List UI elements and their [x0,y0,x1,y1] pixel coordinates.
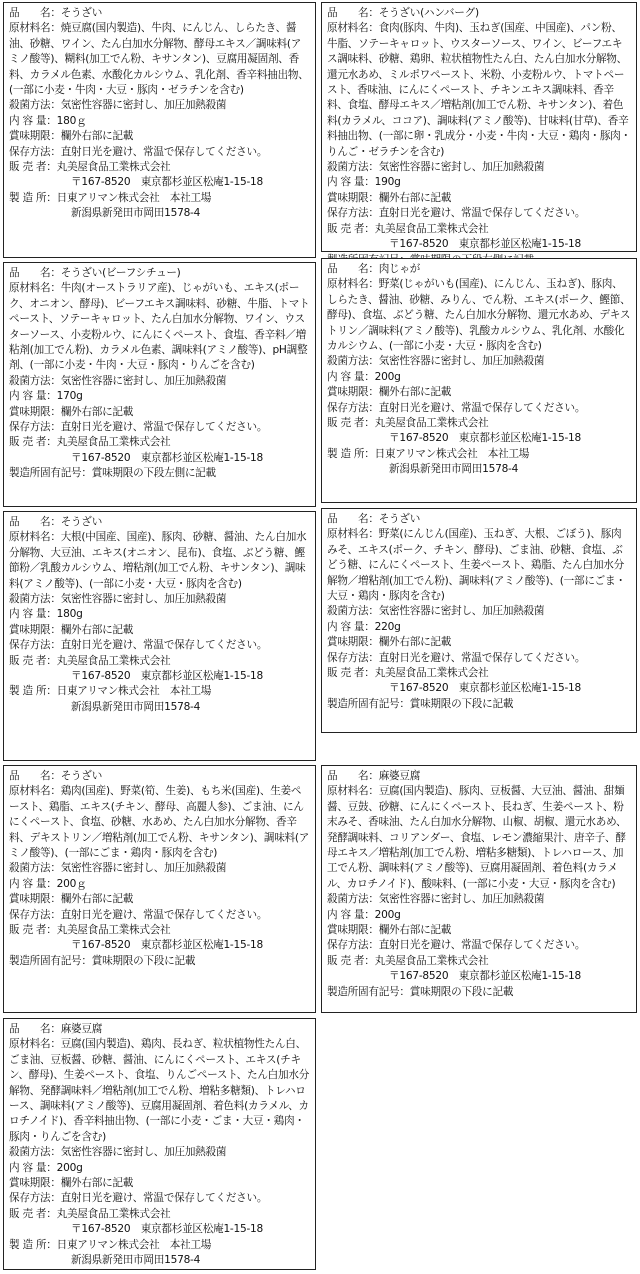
label-line: 内 容 量：200g [327,370,401,383]
label-line: 販 売 者：丸美屋食品工業株式会社 [9,924,171,937]
label-line: 保存方法：直射日光を避け、常温で保存してください。 [9,1192,268,1205]
label-line: 保存方法：直射日光を避け、常温で保存してください。 [9,145,268,158]
label-line: 保存方法：直射日光を避け、常温で保存してください。 [327,207,586,220]
label-line: 販 売 者：丸美屋食品工業株式会社 [327,667,489,680]
label-line: 殺菌方法：気密性容器に密封し、加圧加熱殺菌 [9,862,227,875]
label-line: 〒167-8520 東京都杉並区松庵1-15-18 [389,970,582,983]
label-line: 殺菌方法：気密性容器に密封し、加圧加熱殺菌 [327,355,545,368]
label-line: 製造所固有記号：賞味期限の下段に記載 [327,985,514,998]
label-box-2 [321,2,637,252]
label-line: 原材料名：牛肉(オーストラリア産)、じゃがいも、エキス(ポーク、オニオン、酵母)、ビーフエキス調味料、砂糖、牛脂、トマトペースト、ソテーキャロット、たん白加水分解物、ワイン、ウスターソース、小麦粉ルウ、にんにくペースト、食塩、香辛料／増粘剤(加工でん粉)、カラメル色素、調味料(アミノ酸等)、pH調整剤、(一部に小麦・牛肉・大豆・豚肉・りんごを含む) [9,282,310,372]
label-line: 販 売 者：丸美屋食品工業株式会社 [9,161,171,174]
label-line: 新潟県新発田市岡田1578-4 [71,207,201,220]
label-line: 〒167-8520 東京都杉並区松庵1-15-18 [389,682,582,695]
label-line: 賞味期限：欄外右部に記載 [327,636,452,649]
label-box-1 [3,2,316,258]
label-box-4 [321,258,637,503]
label-line: 製造所固有記号：賞味期限の下段に記載 [9,954,196,967]
label-line: 内 容 量：170g [9,390,83,403]
label-line: 新潟県新発田市岡田1578-4 [389,463,519,476]
label-line: 〒167-8520 東京都杉並区松庵1-15-18 [389,432,582,445]
label-line: 賞味期限：欄外右部に記載 [327,924,452,937]
label-line: 殺菌方法：気密性容器に密封し、加圧加熱殺菌 [9,593,227,606]
label-line: 品 名：そうざい [9,516,103,528]
label-line: 製 造 所：日東アリマン株式会社 本社工場 [327,447,530,460]
label-line: 内 容 量：180g [9,608,83,621]
label-line: 〒167-8520 東京都杉並区松庵1-15-18 [71,670,264,683]
label-line: 殺菌方法：気密性容器に密封し、加圧加熱殺菌 [9,99,227,112]
label-line: 品 名：そうざい [327,513,421,525]
label-line: 殺菌方法：気密性容器に密封し、加圧加熱殺菌 [9,1146,227,1159]
label-line: 賞味期限：欄外右部に記載 [9,130,134,143]
label-line: 原材料名：鶏肉(国産)、野菜(筍、生姜)、もち米(国産)、生姜ペースト、鶏脂、エキス(チキン、酵母、高麗人参)、ごま油、にんにくペースト、食塩、砂糖、水あめ、たん白加水分解物、香辛料、デキストリン／増粘剤(加工でん粉、キサンタン)、調味料(アミノ酸等)、(一部にごま・鶏肉・豚肉を含む) [9,785,310,860]
label-line: 品 名：そうざい [9,770,103,782]
label-line: 殺菌方法：気密性容器に密封し、加圧加熱殺菌 [9,374,227,387]
label-line: 原材料名：野菜(にんじん(国産)、玉ねぎ、大根、ごぼう)、豚肉みそ、エキス(ポーク、チキン、酵母)、ごま油、砂糖、食塩、ぶどう糖、にんにくペースト、生姜ペースト、鶏脂、たん白加水分解物／増粘剤(加工でん粉)、調味料(アミノ酸等)、(一部にごま・大豆・鶏肉・豚肉を含む) [327,528,626,603]
label-line: 賞味期限：欄外右部に記載 [9,405,134,418]
label-box-6 [321,508,637,733]
label-line: 〒167-8520 東京都杉並区松庵1-15-18 [71,176,264,189]
label-box-7 [3,765,316,1013]
label-line: 賞味期限：欄外右部に記載 [327,191,452,204]
label-box-9 [3,1018,316,1270]
label-line: 原材料名：大根(中国産、国産)、豚肉、砂糖、醤油、たん白加水分解物、大豆油、エキス(オニオン、昆布)、食塩、ぶどう糖、鰹節粉／乳酸カルシウム、増粘剤(加工でん粉、キサンタン)、調味料(アミノ酸等)、(一部に小麦・大豆・豚肉を含む) [9,531,307,590]
label-line: 内 容 量：190g [327,176,401,189]
label-line: 保存方法：直射日光を避け、常温で保存してください。 [9,639,268,652]
label-line: 品 名：そうざい(ビーフシチュー) [9,267,181,279]
label-line: 製 造 所：日東アリマン株式会社 本社工場 [9,1238,212,1251]
label-line: 保存方法：直射日光を避け、常温で保存してください。 [9,421,268,434]
label-line: 内 容 量：180ｇ [9,114,87,127]
label-line: 内 容 量：200g [327,908,401,921]
label-line: 賞味期限：欄外右部に記載 [9,893,134,906]
label-line: 販 売 者：丸美屋食品工業株式会社 [9,1207,171,1220]
label-line: 原材料名：豆腐(国内製造)、豚肉、豆板醤、大豆油、醤油、甜麺醤、豆鼓、砂糖、にんにくペースト、長ねぎ、生姜ペースト、粉末みそ、香味油、たん白加水分解物、山椒、胡椒、還元水あめ、発酵調味料、コリアンダー、食塩、レモン濃縮果汁、唐辛子、酵母エキス／増粘剤(加工でん粉、増粘多糖類)、トレハロース、加工でん粉、調味料(アミノ酸等)、豆腐用凝固剤、着色料(カラメル、カロチノイド)、酸味料、(一部に小麦・大豆・豚肉を含む) [327,785,627,890]
label-line: 製 造 所：日東アリマン株式会社 本社工場 [9,191,212,204]
label-line: 原材料名：野菜(じゃがいも(国産)、にんじん、玉ねぎ)、豚肉、しらたき、醤油、砂糖、みりん、でん粉、エキス(ポーク、鰹節、酵母)、食塩、ぶどう糖、たん白加水分解物、還元水あめ、デキストリン／調味料(アミノ酸等)、乳酸カルシウム、乳化剤、水酸化カルシウム、(一部に小麦・大豆・豚肉を含む) [327,278,631,353]
label-line: 原材料名：豆腐(国内製造)、鶏肉、長ねぎ、粒状植物性たん白、ごま油、豆板醤、砂糖、醤油、にんにくペースト、エキス(チキン、酵母)、生姜ペースト、食塩、りんごペースト、たん白加水分解物、発酵調味料／増粘剤(加工でん粉、増粘多糖類)、トレハロース、調味料(アミノ酸等)、豆腐用凝固剤、着色料(カラメル、カロチノイド)、香辛料抽出物、(一部に小麦・ごま・大豆・鶏肉・豚肉・りんごを含む) [9,1038,310,1143]
label-line: 販 売 者：丸美屋食品工業株式会社 [9,654,171,667]
label-line: 製 造 所：日東アリマン株式会社 本社工場 [9,685,212,698]
label-line: 原材料名：焼豆腐(国内製造)、牛肉、にんじん、しらたき、醤油、砂糖、ワイン、たん白加水分解物、酵母エキス／調味料(アミノ酸等)、糊料(加工でん粉、キサンタン)、豆腐用凝固剤、香料、カラメル色素、水酸化カルシウム、乳化剤、香辛料抽出物、(一部に小麦・牛肉・大豆・豚肉・ゼラチンを含む) [9,22,309,97]
label-line: 原材料名：食肉(豚肉、牛肉)、玉ねぎ(国産、中国産)、パン粉、牛脂、ソテーキャロット、ウスターソース、ワイン、ビーフエキス調味料、砂糖、鶏卵、粒状植物性たん白、たん白加水分解物、還元水あめ、ミルポワペースト、米粉、小麦粉ルウ、トマトペースト、香味油、にんにくペースト、チキンエキス調味料、香辛料、食塩、酵母エキス／増粘剤(加工でん粉、キサンタン)、着色料(カラメル、ココア)、調味料(アミノ酸等)、甘味料(甘草)、香辛料抽出物、(一部に卵・乳成分・小麦・牛肉・大豆・鶏肉・豚肉・りんご・ゼラチンを含む) [327,22,631,158]
label-line: 内 容 量：220g [327,620,401,633]
label-line: 品 名：そうざい(ハンバーグ) [327,7,479,19]
label-line: 殺菌方法：気密性容器に密封し、加圧加熱殺菌 [327,893,545,906]
label-line: 品 名：麻婆豆腐 [9,1023,103,1035]
label-line: 殺菌方法：気密性容器に密封し、加圧加熱殺菌 [327,161,545,174]
label-line: 製造所固有記号：賞味期限の下段左側に記載 [9,467,216,480]
label-line: 品 名：肉じゃが [327,263,421,275]
label-box-3 [3,262,316,507]
label-line: 賞味期限：欄外右部に記載 [9,1177,134,1190]
label-line: 内 容 量：200ｇ [9,877,87,890]
label-line: 保存方法：直射日光を避け、常温で保存してください。 [327,939,586,952]
label-box-8 [321,765,637,1013]
label-line: 販 売 者：丸美屋食品工業株式会社 [9,436,171,449]
label-line: 販 売 者：丸美屋食品工業株式会社 [327,417,489,430]
label-line: 品 名：麻婆豆腐 [327,770,421,782]
label-line: 〒167-8520 東京都杉並区松庵1-15-18 [71,1223,264,1236]
label-line: 新潟県新発田市岡田1578-4 [71,1254,201,1267]
label-line: 内 容 量：200g [9,1161,83,1174]
label-box-5 [3,511,316,761]
label-line: 〒167-8520 東京都杉並区松庵1-15-18 [389,238,582,251]
label-line: 保存方法：直射日光を避け、常温で保存してください。 [327,401,586,414]
label-line: 賞味期限：欄外右部に記載 [9,623,134,636]
label-line: 保存方法：直射日光を避け、常温で保存してください。 [9,908,268,921]
label-line: 製造所固有記号：賞味期限の下段に記載 [327,697,514,710]
label-line: 品 名：そうざい [9,7,103,19]
label-line: 新潟県新発田市岡田1578-4 [71,700,201,713]
label-line: 賞味期限：欄外右部に記載 [327,386,452,399]
label-line: 〒167-8520 東京都杉並区松庵1-15-18 [71,451,264,464]
label-line: 〒167-8520 東京都杉並区松庵1-15-18 [71,939,264,952]
label-line: 販 売 者：丸美屋食品工業株式会社 [327,954,489,967]
label-line: 殺菌方法：気密性容器に密封し、加圧加熱殺菌 [327,605,545,618]
label-line: 販 売 者：丸美屋食品工業株式会社 [327,222,489,235]
label-line: 保存方法：直射日光を避け、常温で保存してください。 [327,651,586,664]
